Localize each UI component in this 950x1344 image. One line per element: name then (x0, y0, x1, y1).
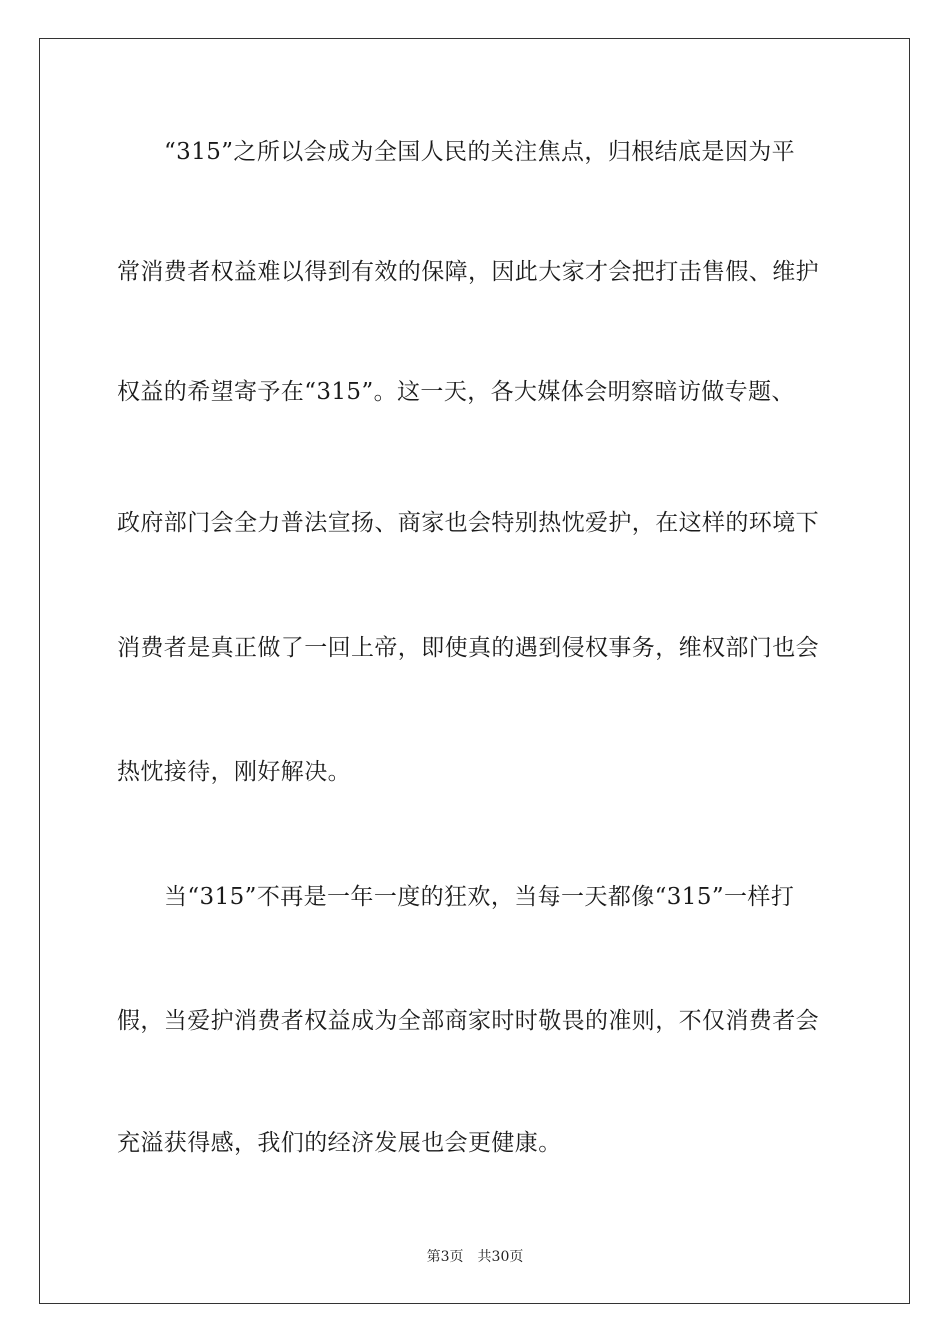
text-line: 充溢获得感，我们的经济发展也会更健康。 (117, 1130, 562, 1156)
text-line: “315”之所以会成为全国人民的关注焦点，归根结底是因为平 (164, 139, 796, 165)
page-total: 共30页 (477, 1249, 524, 1265)
text-line: 常消费者权益难以得到有效的保障，因此大家才会把打击售假、维护 (117, 259, 819, 285)
page-number: 第3页 (426, 1249, 464, 1265)
text-line: 热忱接待，刚好解决。 (117, 759, 351, 785)
text-line: 假，当爱护消费者权益成为全部商家时时敬畏的准则，不仅消费者会 (117, 1008, 819, 1034)
text-line: 当“315”不再是一年一度的狂欢，当每一天都像“315”一样打 (164, 884, 795, 910)
text-line: 权益的希望寄予在“315”。这一天，各大媒体会明察暗访做专题、 (117, 379, 795, 405)
text-line: 政府部门会全力普法宣扬、商家也会特别热忱爱护，在这样的环境下 (117, 510, 819, 536)
page-border (39, 38, 910, 1304)
text-line: 消费者是真正做了一回上帝，即使真的遇到侵权事务，维权部门也会 (117, 635, 819, 661)
page-footer (0, 1248, 950, 1266)
